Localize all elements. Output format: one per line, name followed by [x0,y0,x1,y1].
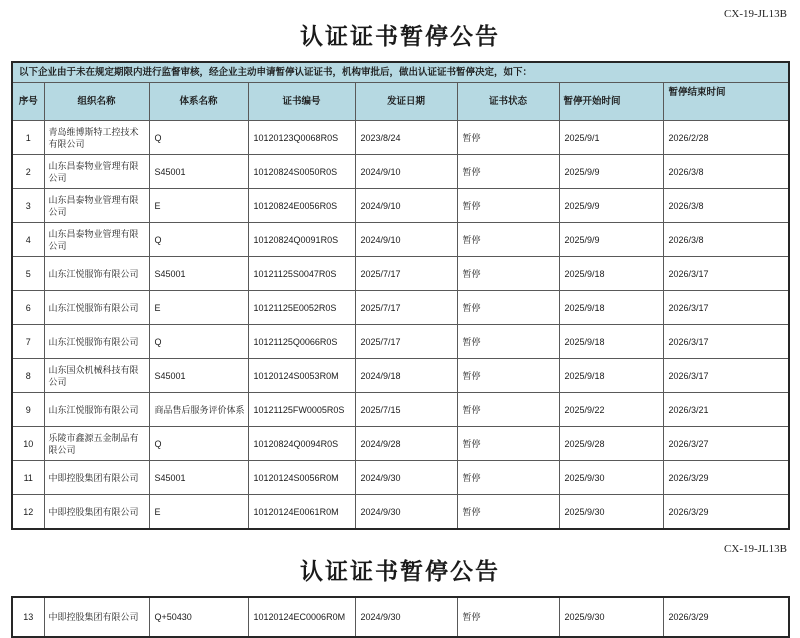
issue-date-cell: 2024/9/30 [355,461,457,495]
suspend-end-cell: 2026/3/29 [663,597,789,637]
suspend-start-cell: 2025/9/1 [559,121,663,155]
org-name-cell: 中即控股集团有限公司 [44,495,149,530]
seq-cell: 4 [12,223,44,257]
cert-status-cell: 暂停 [457,257,559,291]
cert-no-cell: 10120824Q0091R0S [248,223,355,257]
cert-status-cell: 暂停 [457,359,559,393]
col-header-suspend-start: 暂停开始时间 [559,83,663,121]
doc-code: CX-19-JL13B [724,8,787,20]
table-row [12,359,789,393]
system-name-cell: 商品售后服务评价体系 [149,393,248,427]
note-row [12,62,789,83]
doc-code: CX-19-JL13B [724,543,787,555]
cert-no-cell: 10120124E0061R0M [248,495,355,530]
seq-cell: 11 [12,461,44,495]
table-row [12,121,789,155]
seq-cell: 3 [12,189,44,223]
table-row [12,597,789,637]
org-name-cell: 山东江悦服饰有限公司 [44,325,149,359]
org-name-cell: 山东国众机械科技有限公司 [44,359,149,393]
org-name-cell: 中即控股集团有限公司 [44,597,149,637]
table-row [12,155,789,189]
cert-no-cell: 10120124S0056R0M [248,461,355,495]
org-name-cell: 山东昌泰物业管理有限公司 [44,155,149,189]
cert-status-cell: 暂停 [457,325,559,359]
suspend-start-cell: 2025/9/30 [559,461,663,495]
seq-cell: 13 [12,597,44,637]
table-row [12,223,789,257]
col-header-suspend-end: 暂停结束时间 [663,83,789,121]
cert-no-cell: 10120824E0056R0S [248,189,355,223]
issue-date-cell: 2024/9/18 [355,359,457,393]
suspend-start-cell: 2025/9/30 [559,597,663,637]
seq-cell: 1 [12,121,44,155]
system-name-cell: Q [149,325,248,359]
issue-date-cell: 2025/7/17 [355,257,457,291]
seq-cell: 12 [12,495,44,530]
table-row [12,189,789,223]
suspend-end-cell: 2026/3/8 [663,155,789,189]
cert-status-cell: 暂停 [457,155,559,189]
cert-status-cell: 暂停 [457,223,559,257]
cert-no-cell: 10121125Q0066R0S [248,325,355,359]
seq-cell: 10 [12,427,44,461]
org-name-cell: 青岛维博斯特工控技术有限公司 [44,121,149,155]
suspension-table-continued [11,596,790,638]
col-header-system-name: 体系名称 [149,83,248,121]
system-name-cell: E [149,495,248,530]
issue-date-cell: 2024/9/30 [355,495,457,530]
issue-date-cell: 2024/9/10 [355,155,457,189]
issue-date-cell: 2024/9/28 [355,427,457,461]
suspend-start-cell: 2025/9/18 [559,325,663,359]
table-row [12,393,789,427]
system-name-cell: S45001 [149,257,248,291]
suspend-end-cell: 2026/3/27 [663,427,789,461]
cert-status-cell: 暂停 [457,291,559,325]
header-row [12,83,789,121]
issue-date-cell: 2025/7/17 [355,325,457,359]
cert-status-cell: 暂停 [457,189,559,223]
issue-date-cell: 2024/9/30 [355,597,457,637]
table-row [12,325,789,359]
col-header-cert-status: 证书状态 [457,83,559,121]
org-name-cell: 山东昌泰物业管理有限公司 [44,189,149,223]
cert-status-cell: 暂停 [457,495,559,530]
cert-no-cell: 10121125S0047R0S [248,257,355,291]
suspend-end-cell: 2026/3/17 [663,359,789,393]
suspend-end-cell: 2026/3/29 [663,461,789,495]
cert-no-cell: 10121125E0052R0S [248,291,355,325]
suspend-start-cell: 2025/9/28 [559,427,663,461]
suspend-start-cell: 2025/9/30 [559,495,663,530]
cert-no-cell: 10120123Q0068R0S [248,121,355,155]
cert-no-cell: 10120824S0050R0S [248,155,355,189]
system-name-cell: Q [149,427,248,461]
system-name-cell: Q [149,121,248,155]
cert-no-cell: 10120124EC0006R0M [248,597,355,637]
table-row [12,257,789,291]
suspend-start-cell: 2025/9/9 [559,189,663,223]
seq-cell: 9 [12,393,44,427]
issue-date-cell: 2025/7/17 [355,291,457,325]
suspend-start-cell: 2025/9/18 [559,359,663,393]
col-header-cert-no: 证书编号 [248,83,355,121]
system-name-cell: E [149,291,248,325]
suspend-end-cell: 2026/2/28 [663,121,789,155]
system-name-cell: S45001 [149,155,248,189]
org-name-cell: 山东江悦服饰有限公司 [44,257,149,291]
org-name-cell: 中即控股集团有限公司 [44,461,149,495]
suspension-table [11,61,790,530]
seq-cell: 8 [12,359,44,393]
cert-status-cell: 暂停 [457,461,559,495]
org-name-cell: 山东昌泰物业管理有限公司 [44,223,149,257]
suspend-end-cell: 2026/3/17 [663,257,789,291]
seq-cell: 6 [12,291,44,325]
system-name-cell: Q [149,223,248,257]
seq-cell: 2 [12,155,44,189]
page-title: 认证证书暂停公告 [300,24,500,49]
table-row [12,461,789,495]
issue-date-cell: 2025/7/15 [355,393,457,427]
issue-date-cell: 2024/9/10 [355,223,457,257]
col-header-org-name: 组织名称 [44,83,149,121]
suspend-end-cell: 2026/3/8 [663,223,789,257]
org-name-cell: 乐陵市鑫源五金制品有限公司 [44,427,149,461]
suspend-end-cell: 2026/3/21 [663,393,789,427]
page-title: 认证证书暂停公告 [300,559,500,584]
cert-status-cell: 暂停 [457,427,559,461]
seq-cell: 7 [12,325,44,359]
system-name-cell: E [149,189,248,223]
org-name-cell: 山东江悦服饰有限公司 [44,393,149,427]
cert-status-cell: 暂停 [457,121,559,155]
table-note: 以下企业由于未在规定期限内进行监督审核，经企业主动申请暂停认证证书，机构审批后，做出认证证书暂停决定，如下： [12,62,789,83]
suspend-end-cell: 2026/3/29 [663,495,789,530]
col-header-issue-date: 发证日期 [355,83,457,121]
system-name-cell: S45001 [149,461,248,495]
cert-status-cell: 暂停 [457,597,559,637]
suspend-end-cell: 2026/3/8 [663,189,789,223]
cert-status-cell: 暂停 [457,393,559,427]
suspend-start-cell: 2025/9/22 [559,393,663,427]
suspension-table-continued-wrap [11,596,789,638]
cert-no-cell: 10120124S0053R0M [248,359,355,393]
col-header-seq: 序号 [12,83,44,121]
suspension-table-wrap [11,61,789,530]
cert-no-cell: 10121125FW0005R0S [248,393,355,427]
cert-no-cell: 10120824Q0094R0S [248,427,355,461]
org-name-cell: 山东江悦服饰有限公司 [44,291,149,325]
system-name-cell: Q+50430 [149,597,248,637]
issue-date-cell: 2023/8/24 [355,121,457,155]
issue-date-cell: 2024/9/10 [355,189,457,223]
table-row [12,427,789,461]
seq-cell: 5 [12,257,44,291]
suspend-end-cell: 2026/3/17 [663,291,789,325]
table-row [12,291,789,325]
suspend-start-cell: 2025/9/9 [559,155,663,189]
suspend-start-cell: 2025/9/18 [559,291,663,325]
system-name-cell: S45001 [149,359,248,393]
suspend-start-cell: 2025/9/18 [559,257,663,291]
suspend-end-cell: 2026/3/17 [663,325,789,359]
table-row [12,495,789,530]
suspend-start-cell: 2025/9/9 [559,223,663,257]
